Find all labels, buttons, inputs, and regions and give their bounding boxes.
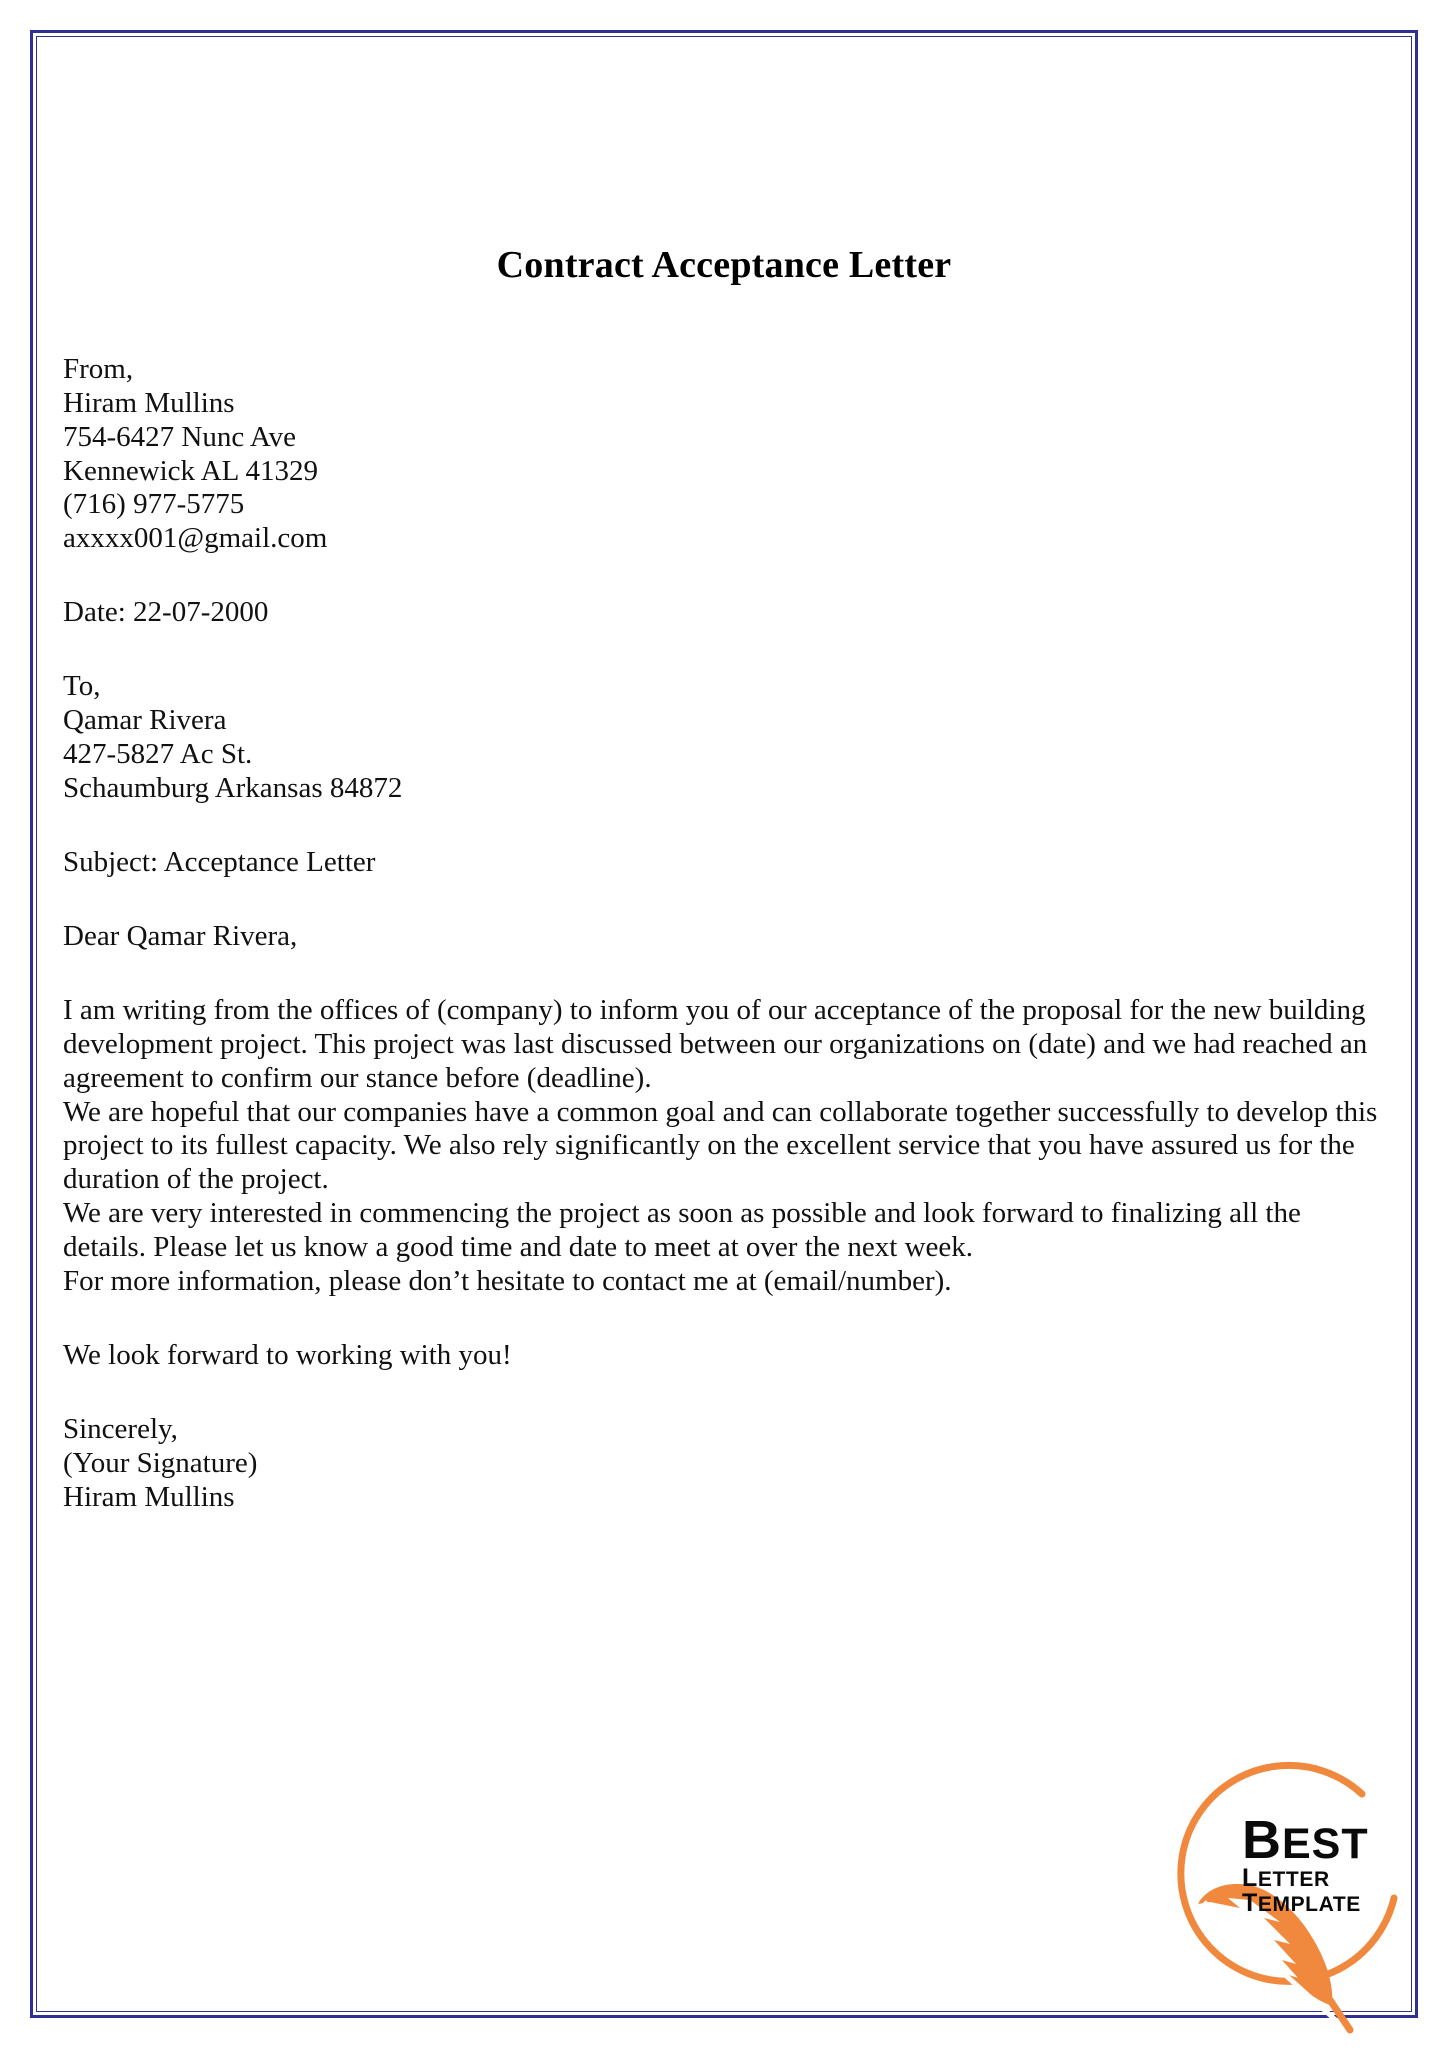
sender-email: axxxx001@gmail.com [63,522,328,555]
closing-note-block [63,1339,1385,1373]
page-title: Contract Acceptance Letter [496,244,952,286]
logo-brand-secondary-initial-1: L [1242,1864,1258,1892]
logo-brand-secondary-initial-2: T [1242,1889,1258,1917]
letter-content [63,60,1385,1988]
subject-block [63,846,1385,880]
salutation-block [63,920,1385,954]
valediction: Sincerely, [63,1413,178,1445]
sender-address-block [63,353,1385,557]
body-paragraph-4: For more information, please don’t hesitate to contact me at (email/number). [63,1265,952,1298]
body-paragraph-3: We are very interested in commencing the project as soon as possible and look forward to finalizing all the details. Please let us know a good time and date to meet at over the next week. [63,1197,1301,1264]
recipient-name: Qamar Rivera [63,704,227,737]
spacer-before-date [63,556,1385,596]
brand-logo [1144,1738,1444,2038]
spacer-before-closing-note [63,1299,1385,1339]
recipient-address-block [63,670,1385,806]
body-paragraph-2: We are hopeful that our companies have a common goal and can collaborate together successfully to develop this project to its fullest capacity. We also rely significantly on the excellent service that you have assured us for the duration of the project. [63,1095,1378,1196]
sender-name: Hiram Mullins [63,386,235,419]
logo-brand-primary [1242,1810,1369,1870]
date-block [63,596,1385,630]
recipient-to-label: To, [63,670,101,703]
logo-brand-primary-initial: B [1242,1810,1282,1870]
sender-phone: (716) 977-5775 [63,488,245,521]
signature-placeholder: (Your Signature) [63,1446,258,1479]
body-paragraph-1: I am writing from the offices of (company) to inform you of our acceptance of the proposal for the new building development project. This project was last discussed between our organizations on (date) and we had reached an agreement to confirm our stance before (deadline). [63,993,1368,1094]
logo-brand-secondary [1242,1866,1444,1916]
signature-block [63,1413,1385,1515]
signatory-name: Hiram Mullins [63,1480,235,1513]
spacer-before-body [63,954,1385,994]
logo-brand-secondary-rest-2: EMPLATE [1257,1893,1361,1916]
logo-brand-secondary-rest-1: ETTER [1257,1868,1330,1891]
salutation: Dear Qamar Rivera, [63,919,298,952]
spacer-after-title [63,287,1385,353]
spacer-before-subject [63,806,1385,846]
spacer-before-signature [63,1373,1385,1413]
sender-city-state-zip: Kennewick AL 41329 [63,454,319,487]
sender-from-label: From, [63,352,134,385]
subject-line: Subject: Acceptance Letter [63,845,376,878]
recipient-street: 427-5827 Ac St. [63,738,253,771]
spacer-before-salutation [63,880,1385,920]
recipient-city-state-zip: Schaumburg Arkansas 84872 [63,772,403,805]
spacer-before-recipient [63,630,1385,670]
letter-date: Date: 22-07-2000 [63,596,269,629]
sender-street: 754-6427 Nunc Ave [63,420,297,453]
closing-note: We look forward to working with you! [63,1339,512,1372]
logo-brand-primary-rest: EST [1282,1820,1369,1868]
